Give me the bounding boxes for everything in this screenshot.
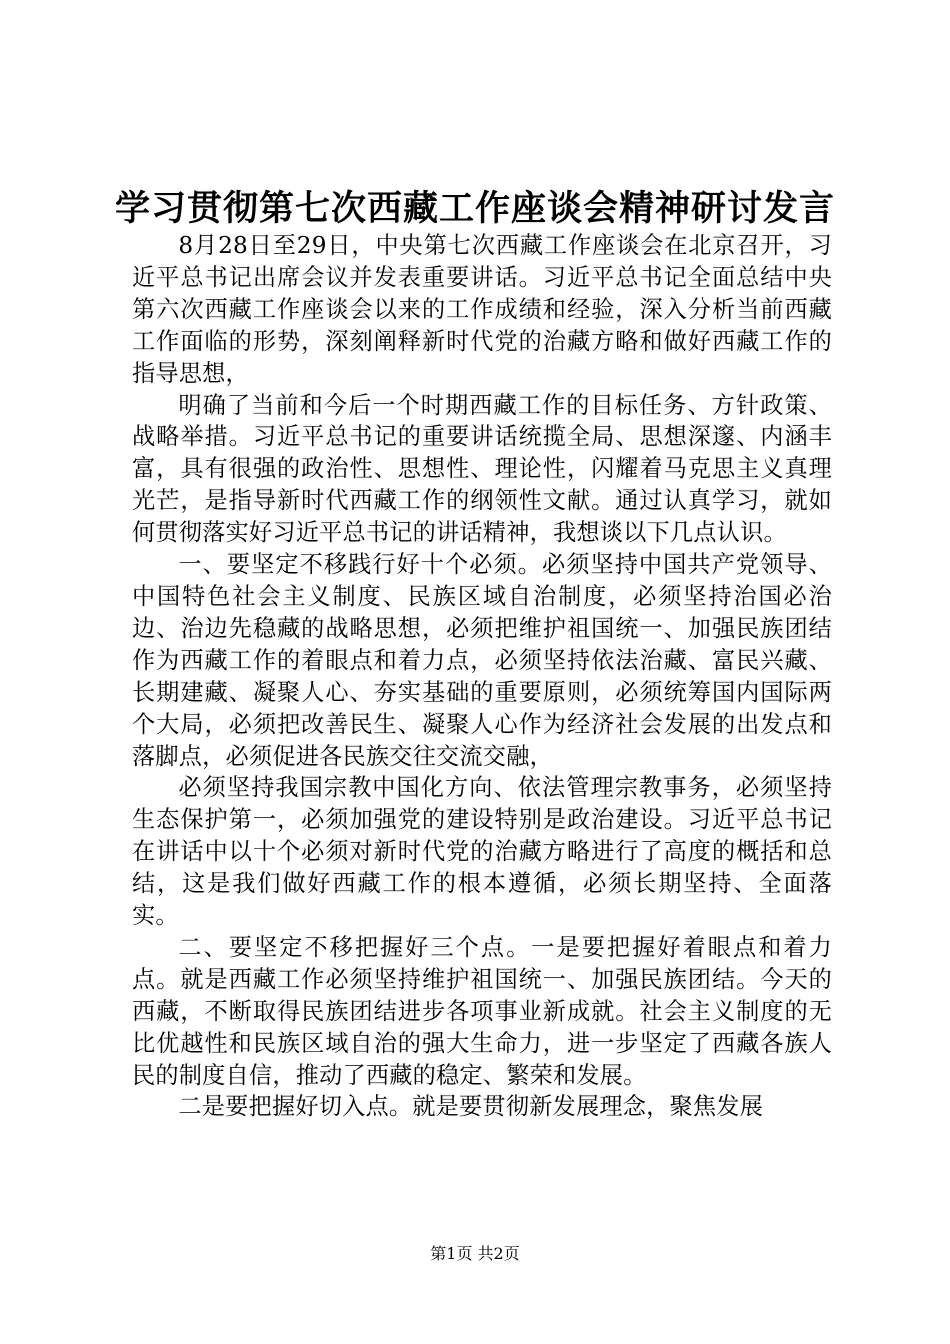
paragraph: 二、要坚定不移把握好三个点。一是要把握好着眼点和着力点。就是西藏工作必须坚持维护祖国统一、加强民族团结。今天的西藏，不断取得民族团结进步各项事业新成就。社会主义制度的无比优越性和民族区域自治的强大生命力，进一步坚定了西藏各族人民的制度自信，推动了西藏的稳定、繁荣和发展。 bbox=[132, 933, 832, 1089]
document-body bbox=[132, 230, 832, 1123]
paragraph: 一、要坚定不移践行好十个必须。必须坚持中国共产党领导、中国特色社会主义制度、民族区域自治制度，必须坚持治国必治边、治边先稳藏的战略思想，必须把维护祖国统一、加强民族团结作为西藏工作的着眼点和着力点，必须坚持依法治藏、富民兴藏、长期建藏、凝聚人心、夯实基础的重要原则，必须统筹国内国际两个大局，必须把改善民生、凝聚人心作为经济社会发展的出发点和落脚点，必须促进各民族交往交流交融， bbox=[132, 551, 832, 770]
page-number-footer: 第1页 共2页 bbox=[430, 1244, 520, 1263]
document-title: 学习贯彻第七次西藏工作座谈会精神研讨发言 bbox=[114, 188, 835, 229]
paragraph: 二是要把握好切入点。就是要贯彻新发展理念，聚焦发展 bbox=[178, 1093, 764, 1121]
paragraph: 明确了当前和今后一个时期西藏工作的目标任务、方针政策、战略举措。习近平总书记的重要讲话统揽全局、思想深邃、内涵丰富，具有很强的政治性、思想性、理论性，闪耀着马克思主义真理光芒，是指导新时代西藏工作的纲领性文献。通过认真学习，就如何贯彻落实好习近平总书记的讲话精神，我想谈以下几点认识。 bbox=[132, 391, 832, 547]
paragraph: 8月28日至29日，中央第七次西藏工作座谈会在北京召开，习近平总书记出席会议并发表重要讲话。习近平总书记全面总结中央第六次西藏工作座谈会以来的工作成绩和经验，深入分析当前西藏工作面临的形势，深刻阐释新时代党的治藏方略和做好西藏工作的指导思想， bbox=[132, 232, 832, 387]
paragraph: 必须坚持我国宗教中国化方向、依法管理宗教事务，必须坚持生态保护第一，必须加强党的建设特别是政治建设。习近平总书记在讲话中以十个必须对新时代党的治藏方略进行了高度的概括和总结，这是我们做好西藏工作的根本遵循，必须长期坚持、全面落实。 bbox=[132, 774, 832, 930]
